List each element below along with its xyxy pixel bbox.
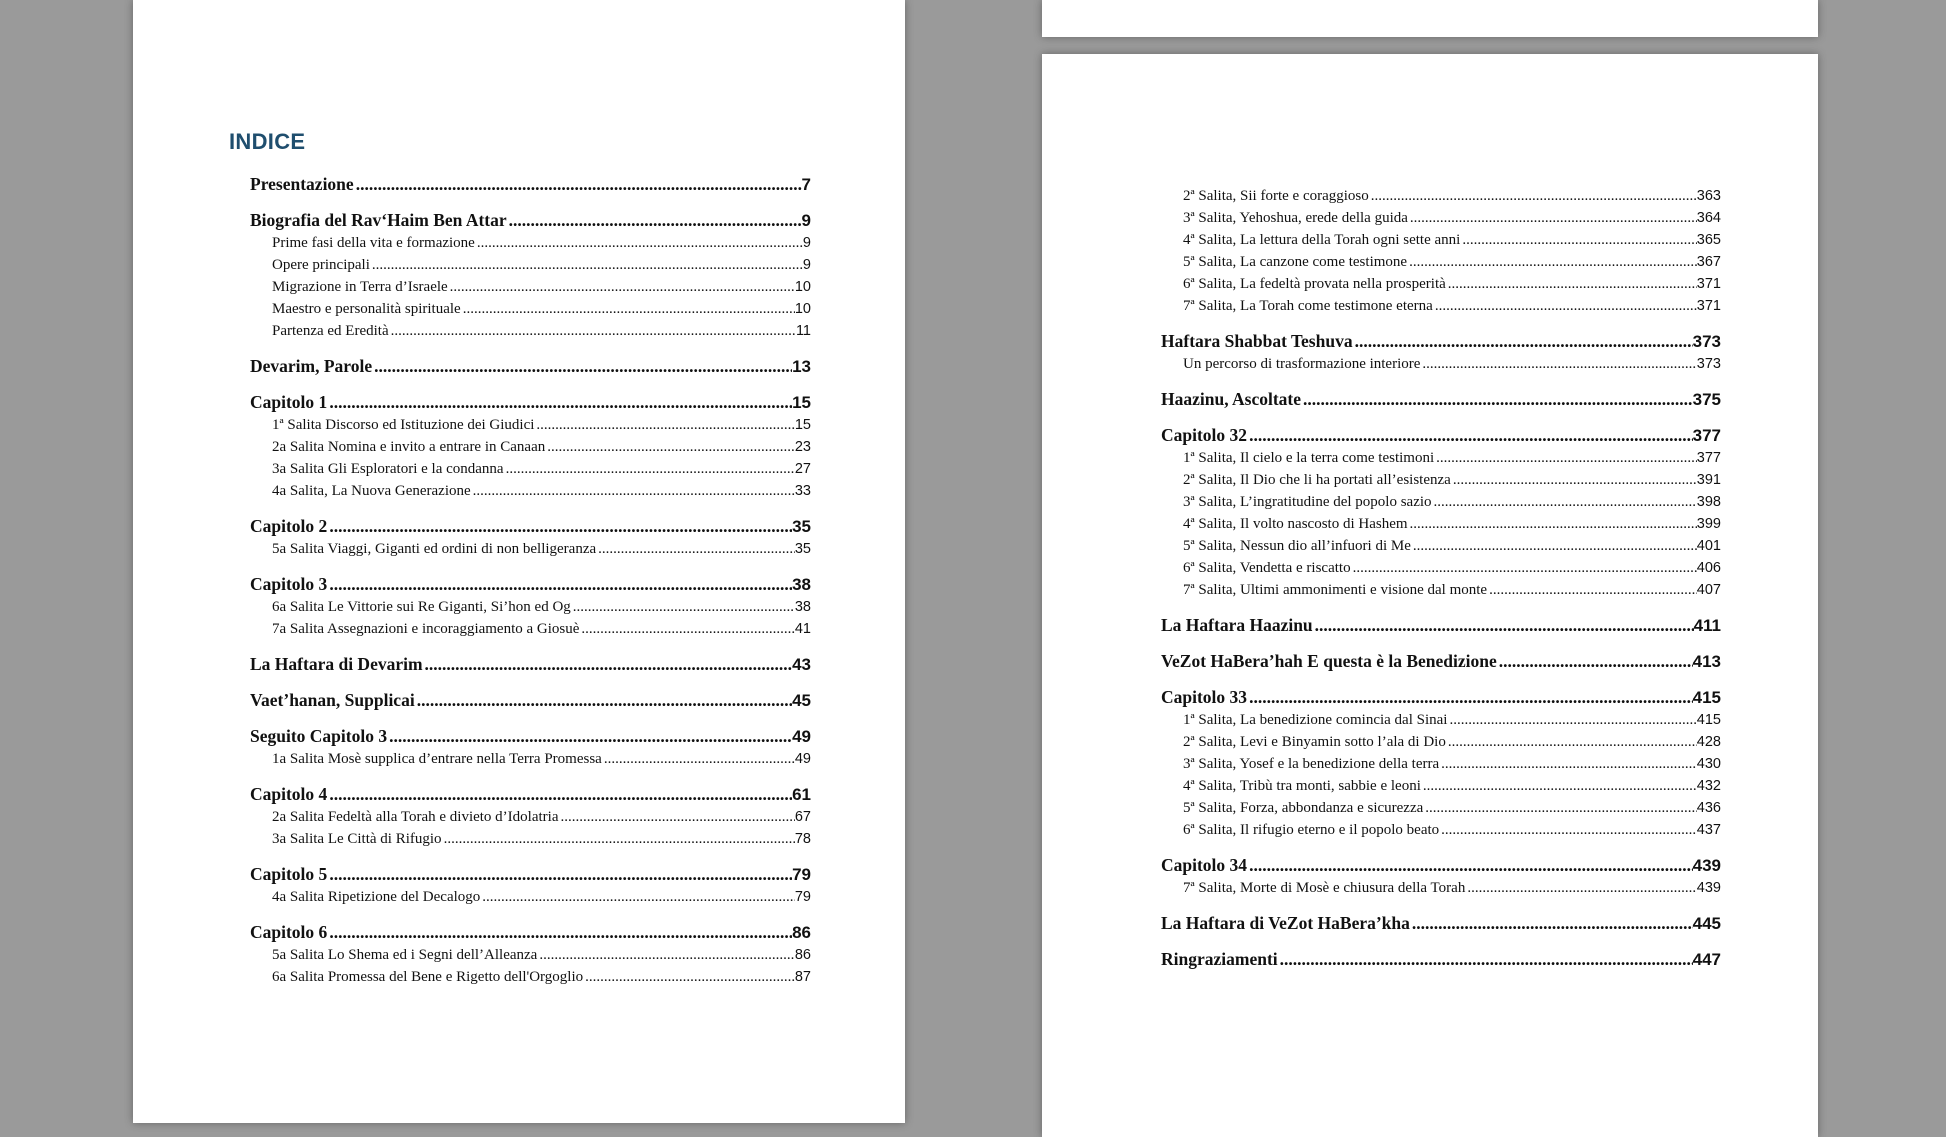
dot-leader: [370, 254, 803, 276]
toc-entry-page-number: 61: [792, 785, 811, 804]
toc-entry-page-number: 38: [794, 599, 811, 615]
dot-leader: [1408, 207, 1697, 229]
dot-leader: [537, 944, 795, 966]
toc-entry[interactable]: [250, 921, 811, 944]
toc-entry[interactable]: [250, 320, 811, 342]
dot-leader: [423, 653, 793, 675]
toc-entry[interactable]: [1161, 775, 1721, 797]
dot-leader: [1411, 535, 1697, 557]
toc-entry[interactable]: [1161, 185, 1721, 207]
toc-entry-label: 4a Salita Ripetizione del Decalogo: [272, 889, 481, 905]
table-of-contents-left: [250, 173, 811, 988]
toc-entry-page-number: 38: [792, 575, 811, 594]
toc-entry-label: Un percorso di trasformazione interiore: [1183, 356, 1421, 372]
toc-entry-page-number: 415: [1692, 688, 1721, 707]
toc-entry[interactable]: [250, 966, 811, 988]
dot-leader: [1446, 731, 1697, 753]
toc-entry[interactable]: [1161, 251, 1721, 273]
toc-entry[interactable]: [250, 886, 811, 908]
toc-entry-label: 6ª Salita, Vendetta e riscatto: [1183, 560, 1351, 576]
toc-entry-label: Haazinu, Ascoltate: [1161, 389, 1301, 409]
toc-entry[interactable]: [1161, 877, 1721, 899]
toc-entry-label: Capitolo 32: [1161, 425, 1248, 445]
toc-entry[interactable]: [1161, 424, 1721, 447]
toc-entry-label: 6a Salita Promessa del Bene e Rigetto dell'Orgoglio: [272, 969, 584, 985]
toc-entry[interactable]: [250, 232, 811, 254]
dot-leader: [1351, 557, 1697, 579]
toc-entry-label: 2a Salita Nomina e invito a entrare in Canaan: [272, 439, 546, 455]
dot-leader: [1447, 709, 1696, 731]
toc-entry-label: 7a Salita Assegnazioni e incoraggiamento a Giosuè: [272, 621, 580, 637]
toc-entry[interactable]: [1161, 650, 1721, 673]
toc-entry-page-number: 373: [1696, 356, 1721, 372]
dot-leader: [1439, 753, 1697, 775]
toc-entry[interactable]: [250, 480, 811, 502]
toc-entry-page-number: 23: [794, 439, 811, 455]
toc-entry-page-number: 79: [794, 889, 811, 905]
toc-entry-label: 6ª Salita, La fedeltà provata nella prosperità: [1183, 276, 1446, 292]
toc-entry-label: Opere principali: [272, 257, 370, 273]
toc-entry-page-number: 401: [1696, 538, 1721, 554]
dot-leader: [1313, 614, 1694, 636]
toc-entry-label: Partenza ed Eredità: [272, 323, 389, 339]
toc-entry-page-number: 363: [1696, 188, 1721, 204]
toc-entry-label: Capitolo 2: [250, 516, 328, 536]
dot-leader: [1420, 353, 1696, 375]
dot-leader: [387, 725, 792, 747]
toc-entry[interactable]: [1161, 819, 1721, 841]
dot-leader: [442, 828, 795, 850]
toc-entry[interactable]: [250, 783, 811, 806]
toc-entry[interactable]: [1161, 330, 1721, 353]
toc-entry[interactable]: [250, 689, 811, 712]
toc-entry-page-number: 373: [1692, 332, 1721, 351]
toc-entry-page-number: 398: [1696, 494, 1721, 510]
toc-entry-page-number: 411: [1693, 616, 1721, 635]
toc-entry[interactable]: [250, 863, 811, 886]
toc-entry[interactable]: [250, 538, 811, 560]
table-of-contents-right: [1161, 185, 1721, 971]
toc-entry-label: 7ª Salita, Ultimi ammonimenti e visione dal monte: [1183, 582, 1488, 598]
toc-entry-page-number: 407: [1696, 582, 1721, 598]
dot-leader: [415, 689, 792, 711]
dot-leader: [1369, 185, 1697, 207]
toc-entry-label: Capitolo 34: [1161, 855, 1248, 875]
dot-leader: [1434, 447, 1697, 469]
toc-entry-page-number: 406: [1696, 560, 1721, 576]
toc-entry[interactable]: [250, 573, 811, 596]
dot-leader: [327, 863, 792, 885]
dot-leader: [571, 596, 795, 618]
dot-leader: [534, 414, 794, 436]
toc-entry[interactable]: [1161, 469, 1721, 491]
toc-entry[interactable]: [1161, 686, 1721, 709]
toc-entry[interactable]: [1161, 229, 1721, 251]
dot-leader: [461, 298, 795, 320]
toc-entry-label: VeZot HaBera’hah E questa è la Benedizione: [1161, 651, 1497, 671]
toc-entry-label: 4ª Salita, Tribù tra monti, sabbie e leoni: [1183, 778, 1421, 794]
toc-entry[interactable]: [1161, 295, 1721, 317]
toc-entry[interactable]: [1161, 854, 1721, 877]
toc-entry[interactable]: [250, 458, 811, 480]
toc-entry-page-number: 439: [1692, 856, 1721, 875]
toc-entry[interactable]: [250, 618, 811, 640]
toc-entry[interactable]: [1161, 535, 1721, 557]
toc-entry-label: Ringraziamenti: [1161, 949, 1278, 969]
toc-entry-page-number: 49: [792, 727, 811, 746]
toc-entry-page-number: 9: [802, 235, 811, 251]
toc-entry-page-number: 364: [1696, 210, 1721, 226]
toc-entry-page-number: 415: [1696, 712, 1721, 728]
dot-leader: [1433, 295, 1697, 317]
dot-leader: [545, 436, 795, 458]
toc-entry-page-number: 35: [792, 517, 811, 536]
toc-entry-page-number: 87: [794, 969, 811, 985]
toc-entry-label: Capitolo 33: [1161, 687, 1248, 707]
toc-title: INDICE: [229, 129, 306, 154]
toc-entry[interactable]: [1161, 709, 1721, 731]
toc-entry[interactable]: [250, 276, 811, 298]
toc-entry[interactable]: [250, 806, 811, 828]
toc-entry-label: 4ª Salita, Il volto nascosto di Hashem: [1183, 516, 1408, 532]
dot-leader: [1407, 251, 1697, 273]
toc-entry[interactable]: [1161, 353, 1721, 375]
toc-entry-page-number: 79: [792, 865, 811, 884]
toc-entry-label: Biografia del Rav‘Haim Ben Attar: [250, 210, 507, 230]
toc-entry[interactable]: [250, 596, 811, 618]
dot-leader: [327, 783, 792, 805]
toc-entry-page-number: 445: [1692, 914, 1721, 933]
toc-entry-page-number: 9: [801, 211, 811, 230]
toc-entry-page-number: 11: [795, 323, 811, 339]
toc-entry-page-number: 375: [1692, 390, 1721, 409]
toc-entry-page-number: 41: [794, 621, 811, 637]
toc-entry-label: 5ª Salita, La canzone come testimone: [1183, 254, 1408, 270]
dot-leader: [354, 173, 802, 195]
toc-entry[interactable]: [1161, 948, 1721, 971]
toc-entry-label: 1ª Salita, La benedizione comincia dal Sinai: [1183, 712, 1448, 728]
toc-entry[interactable]: [1161, 447, 1721, 469]
toc-entry-page-number: 15: [794, 417, 811, 433]
toc-entry-label: 6a Salita Le Vittorie sui Re Giganti, Si’hon ed Og: [272, 599, 571, 615]
toc-entry-label: Devarim, Parole: [250, 356, 373, 376]
toc-entry-page-number: 86: [794, 947, 811, 963]
toc-entry-page-number: 9: [802, 257, 811, 273]
toc-entry-page-number: 377: [1696, 450, 1721, 466]
toc-entry[interactable]: [250, 944, 811, 966]
toc-entry-page-number: 377: [1692, 426, 1721, 445]
dot-leader: [559, 806, 795, 828]
toc-entry[interactable]: [250, 828, 811, 850]
toc-entry-label: 4a Salita, La Nuova Generazione: [272, 483, 471, 499]
toc-entry-page-number: 399: [1696, 516, 1721, 532]
document-page-previous: [1042, 0, 1818, 37]
toc-entry[interactable]: [1161, 557, 1721, 579]
dot-leader: [1421, 775, 1697, 797]
dot-leader: [1247, 686, 1693, 708]
toc-entry[interactable]: [250, 515, 811, 538]
toc-entry-page-number: 371: [1696, 276, 1721, 292]
toc-entry-page-number: 33: [794, 483, 811, 499]
toc-entry[interactable]: [1161, 731, 1721, 753]
toc-entry[interactable]: [250, 298, 811, 320]
dot-leader: [1451, 469, 1697, 491]
dot-leader: [579, 618, 794, 640]
toc-entry[interactable]: [250, 414, 811, 436]
toc-entry-label: 1ª Salita Discorso ed Istituzione dei Giudici: [272, 417, 535, 433]
toc-entry-page-number: 428: [1696, 734, 1721, 750]
toc-entry[interactable]: [250, 748, 811, 770]
toc-entry-page-number: 436: [1696, 800, 1721, 816]
toc-entry-label: Haftara Shabbat Teshuva: [1161, 331, 1353, 351]
dot-leader: [327, 921, 792, 943]
dot-leader: [1410, 912, 1693, 934]
toc-entry-page-number: 35: [794, 541, 811, 557]
toc-entry-page-number: 391: [1696, 472, 1721, 488]
toc-entry-label: 3a Salita Le Città di Rifugio: [272, 831, 442, 847]
dot-leader: [372, 355, 792, 377]
dot-leader: [1353, 330, 1693, 352]
dot-leader: [327, 391, 792, 413]
toc-entry[interactable]: [250, 725, 811, 748]
toc-entry[interactable]: [1161, 207, 1721, 229]
dot-leader: [596, 538, 795, 560]
toc-entry[interactable]: [250, 209, 811, 232]
toc-entry-page-number: 10: [794, 279, 811, 295]
toc-entry-label: 1ª Salita, Il cielo e la terra come testimoni: [1183, 450, 1435, 466]
toc-entry-page-number: 15: [792, 393, 811, 412]
toc-entry[interactable]: [250, 653, 811, 676]
dot-leader: [1408, 513, 1697, 535]
toc-entry[interactable]: [250, 355, 811, 378]
dot-leader: [1432, 491, 1697, 513]
toc-entry[interactable]: [1161, 579, 1721, 601]
toc-entry-label: La Haftara di VeZot HaBera’kha: [1161, 913, 1410, 933]
toc-entry-page-number: 13: [792, 357, 811, 376]
toc-entry-page-number: 447: [1692, 950, 1721, 969]
toc-entry-label: 2a Salita Fedeltà alla Torah e divieto d’Idolatria: [272, 809, 559, 825]
toc-entry-label: 1a Salita Mosè supplica d’entrare nella Terra Promessa: [272, 751, 602, 767]
toc-entry-label: 7ª Salita, La Torah come testimone eterna: [1183, 298, 1433, 314]
document-page-right: [1042, 54, 1818, 1137]
dot-leader: [1247, 854, 1693, 876]
toc-entry-label: 2ª Salita, Il Dio che li ha portati all’esistenza: [1183, 472, 1451, 488]
dot-leader: [1247, 424, 1693, 446]
toc-entry-page-number: 430: [1696, 756, 1721, 772]
dot-leader: [327, 573, 792, 595]
toc-entry[interactable]: [1161, 491, 1721, 513]
toc-entry-page-number: 27: [794, 461, 811, 477]
toc-entry-label: Capitolo 3: [250, 574, 328, 594]
dot-leader: [475, 232, 803, 254]
toc-entry-label: 3ª Salita, Yosef e la benedizione della terra: [1183, 756, 1440, 772]
toc-entry-label: Capitolo 1: [250, 392, 328, 412]
dot-leader: [602, 748, 795, 770]
toc-entry-page-number: 437: [1696, 822, 1721, 838]
toc-entry-label: 4ª Salita, La lettura della Torah ogni sette anni: [1183, 232, 1461, 248]
toc-entry-page-number: 365: [1696, 232, 1721, 248]
toc-entry-page-number: 45: [792, 691, 811, 710]
dot-leader: [448, 276, 795, 298]
toc-entry-label: 5a Salita Lo Shema ed i Segni dell’Alleanza: [272, 947, 538, 963]
toc-entry-label: Migrazione in Terra d’Israele: [272, 279, 448, 295]
toc-entry-page-number: 10: [794, 301, 811, 317]
toc-entry[interactable]: [250, 254, 811, 276]
toc-entry[interactable]: [250, 391, 811, 414]
dot-leader: [504, 458, 795, 480]
toc-entry[interactable]: [1161, 797, 1721, 819]
toc-entry-label: 6ª Salita, Il rifugio eterno e il popolo beato: [1183, 822, 1440, 838]
toc-entry-label: 5ª Salita, Nessun dio all’infuori di Me: [1183, 538, 1411, 554]
toc-entry-label: Vaet’hanan, Supplicai: [250, 690, 415, 710]
toc-entry-label: 2ª Salita, Sii forte e coraggioso: [1183, 188, 1369, 204]
toc-entry[interactable]: [250, 173, 811, 196]
toc-entry-page-number: 78: [794, 831, 811, 847]
toc-entry-label: Presentazione: [250, 174, 354, 194]
dot-leader: [471, 480, 795, 502]
dot-leader: [1278, 948, 1693, 970]
toc-entry-page-number: 43: [792, 655, 811, 674]
toc-entry-page-number: 67: [794, 809, 811, 825]
dot-leader: [1423, 797, 1697, 819]
toc-entry-label: 5ª Salita, Forza, abbondanza e sicurezza: [1183, 800, 1424, 816]
dot-leader: [1439, 819, 1697, 841]
toc-entry-page-number: 439: [1696, 880, 1721, 896]
document-page-left: [133, 0, 905, 1123]
toc-entry-page-number: 7: [801, 175, 811, 194]
dot-leader: [507, 209, 802, 231]
toc-entry[interactable]: [250, 436, 811, 458]
dot-leader: [1487, 579, 1697, 601]
dot-leader: [1465, 877, 1696, 899]
toc-entry[interactable]: [1161, 388, 1721, 411]
toc-entry-label: 7ª Salita, Morte di Mosè e chiusura della Torah: [1183, 880, 1466, 896]
dot-leader: [1460, 229, 1696, 251]
dot-leader: [1301, 388, 1693, 410]
dot-leader: [480, 886, 795, 908]
toc-entry-label: 3ª Salita, Yehoshua, erede della guida: [1183, 210, 1408, 226]
toc-entry-label: 3a Salita Gli Esploratori e la condanna: [272, 461, 504, 477]
toc-entry[interactable]: [1161, 513, 1721, 535]
toc-entry-page-number: 413: [1692, 652, 1721, 671]
dot-leader: [327, 515, 792, 537]
toc-entry-label: 2ª Salita, Levi e Binyamin sotto l’ala di Dio: [1183, 734, 1446, 750]
toc-entry-label: Maestro e personalità spirituale: [272, 301, 461, 317]
toc-entry-label: Capitolo 4: [250, 784, 328, 804]
dot-leader: [389, 320, 796, 342]
toc-entry-label: Capitolo 6: [250, 922, 328, 942]
toc-entry-page-number: 371: [1696, 298, 1721, 314]
dot-leader: [1497, 650, 1693, 672]
toc-entry-label: Seguito Capitolo 3: [250, 726, 388, 746]
toc-entry-label: Prime fasi della vita e formazione: [272, 235, 475, 251]
toc-entry-label: 3ª Salita, L’ingratitudine del popolo sazio: [1183, 494, 1432, 510]
toc-entry-page-number: 49: [794, 751, 811, 767]
toc-entry[interactable]: [1161, 912, 1721, 935]
toc-entry-page-number: 367: [1696, 254, 1721, 270]
dot-leader: [1446, 273, 1697, 295]
toc-entry-label: Capitolo 5: [250, 864, 328, 884]
toc-entry-label: La Haftara di Devarim: [250, 654, 423, 674]
dot-leader: [583, 966, 795, 988]
toc-entry[interactable]: [1161, 614, 1721, 637]
toc-entry-label: 5a Salita Viaggi, Giganti ed ordini di non belligeranza: [272, 541, 597, 557]
toc-entry[interactable]: [1161, 273, 1721, 295]
toc-entry-page-number: 86: [792, 923, 811, 942]
toc-entry-page-number: 432: [1696, 778, 1721, 794]
toc-entry[interactable]: [1161, 753, 1721, 775]
toc-entry-label: La Haftara Haazinu: [1161, 615, 1313, 635]
